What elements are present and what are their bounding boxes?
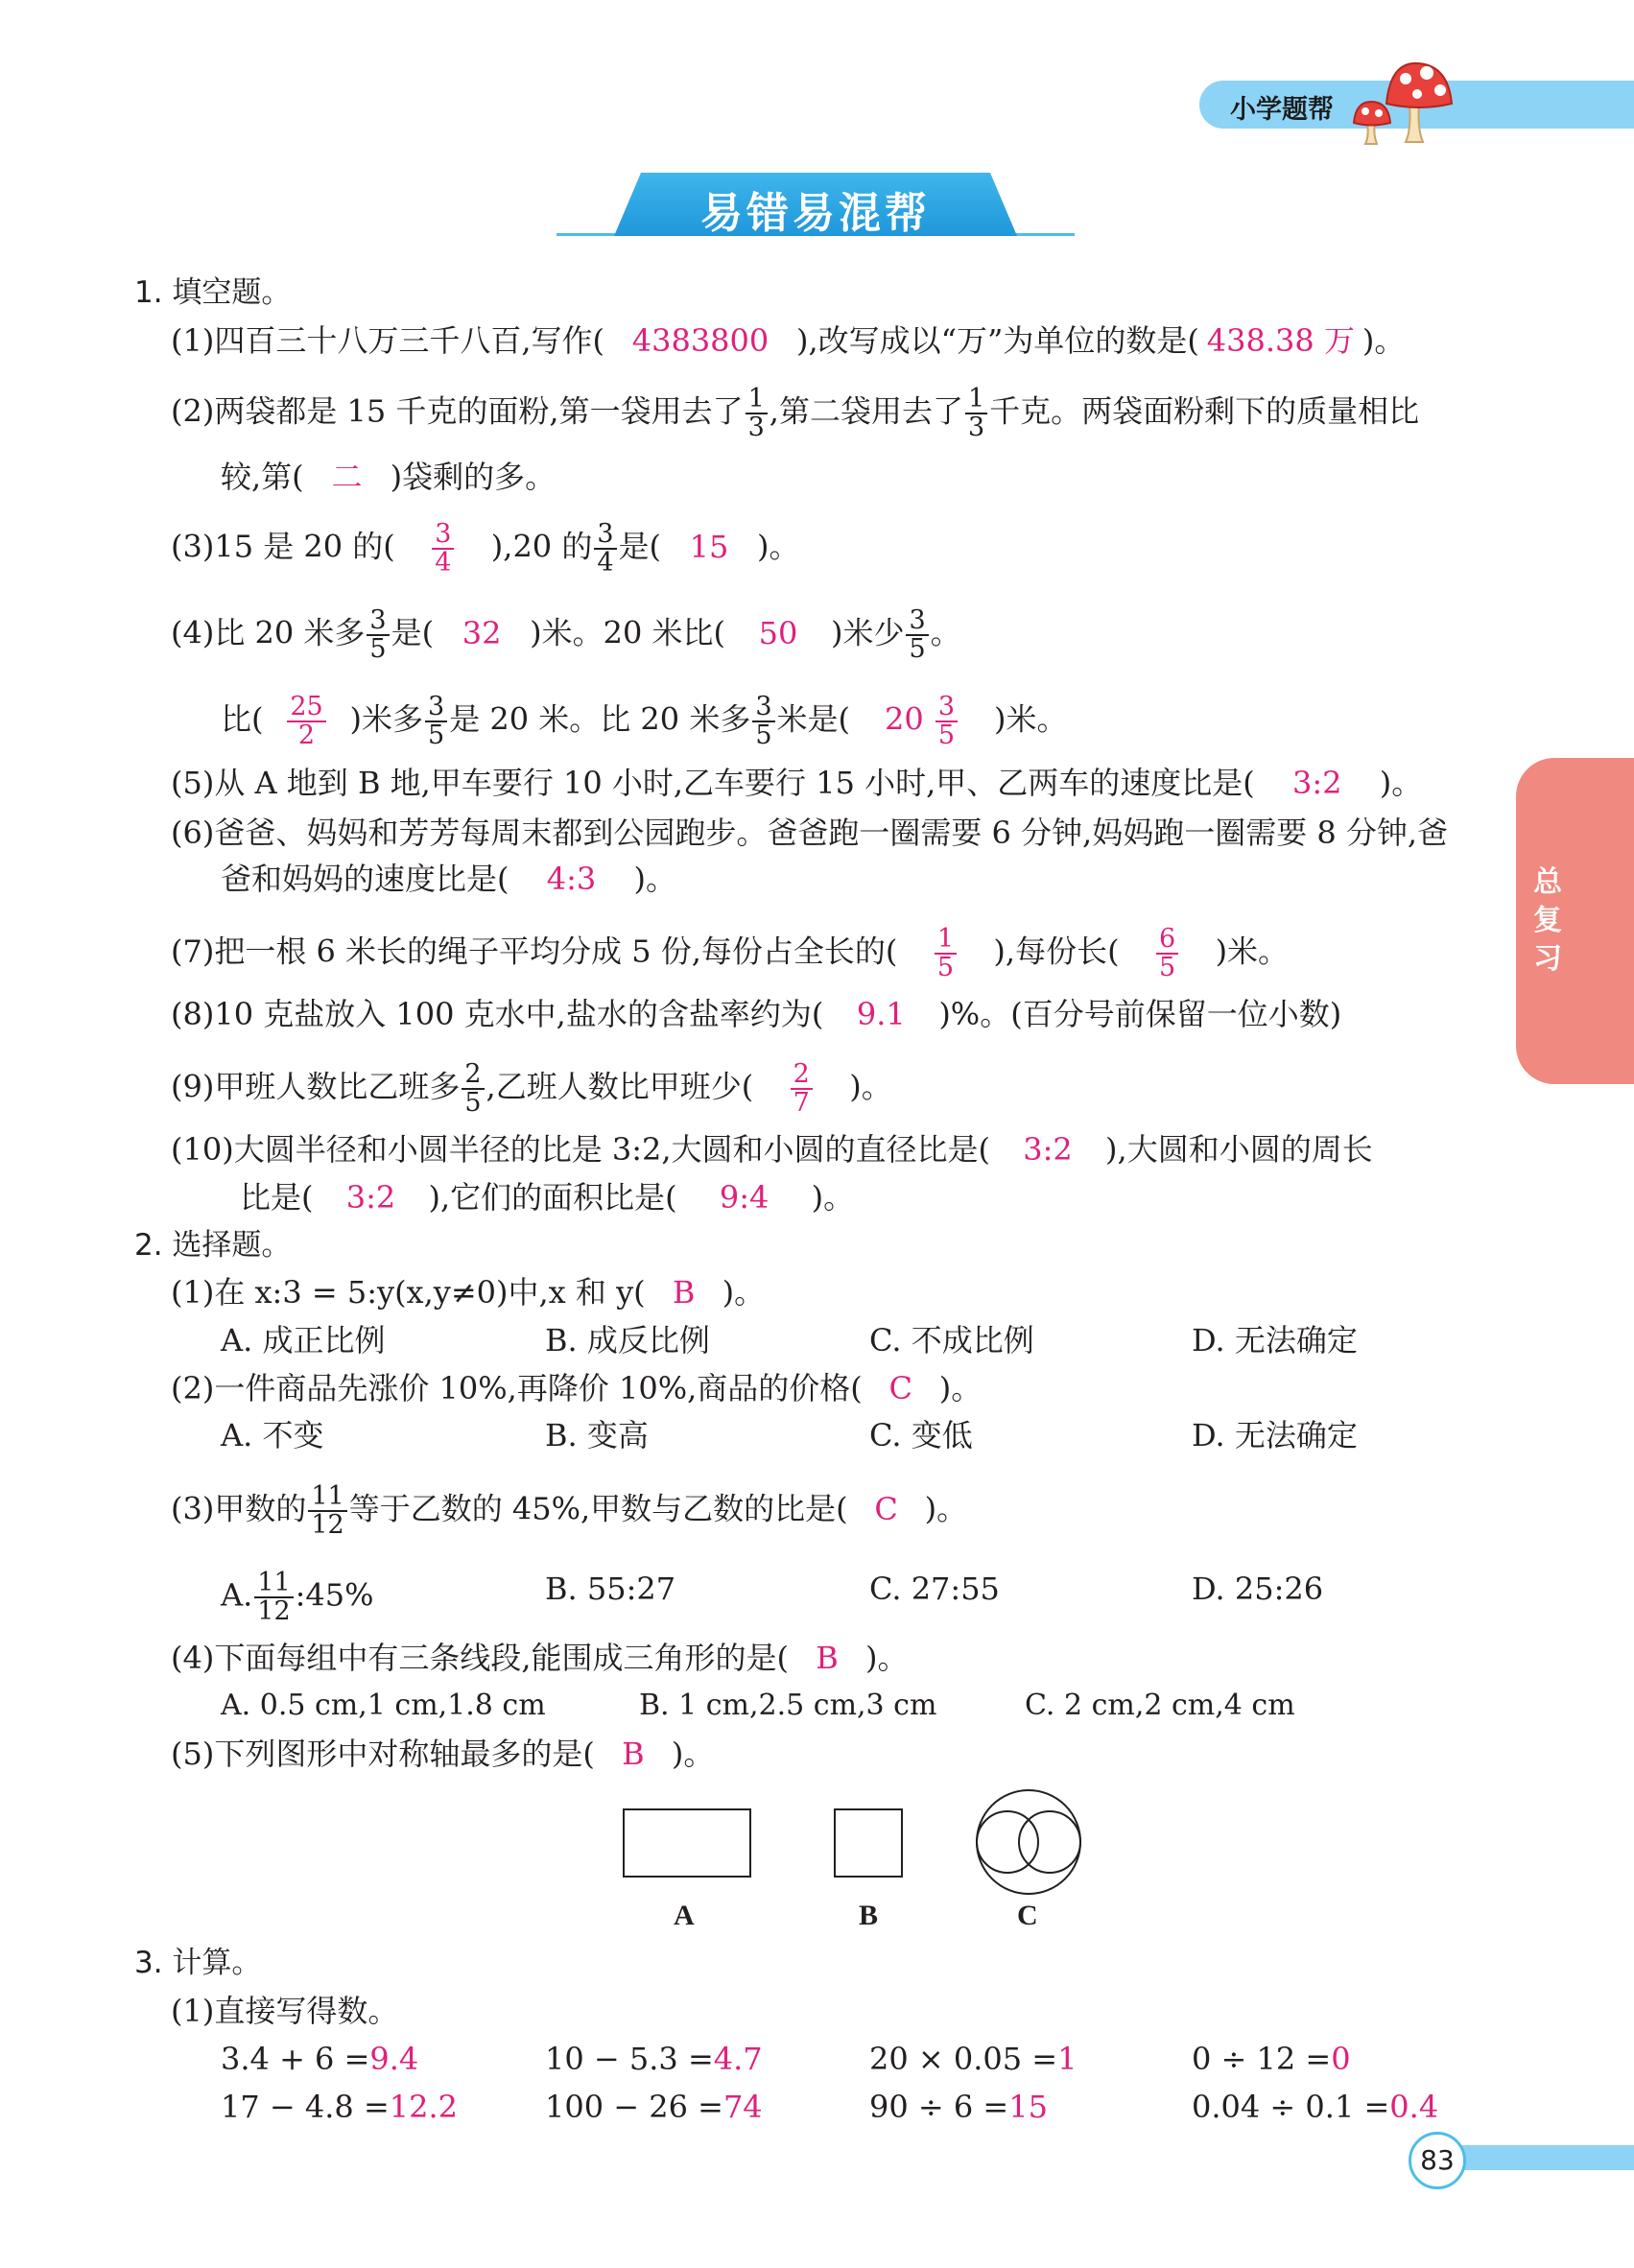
q1-6-cont: 爸和妈妈的速度比是( 4:3 )。 xyxy=(221,861,676,897)
calc-item: 100 − 26 =74 xyxy=(545,2089,763,2125)
figure-label-b: B xyxy=(859,1900,879,1931)
answer: 4383800 xyxy=(631,322,770,359)
side-tab-text: 总 复 习 xyxy=(1533,865,1562,976)
circles-shape xyxy=(977,1790,1080,1894)
answer: 3:2 xyxy=(345,1179,396,1216)
q1-3: (3)15 是 20 的( $\frac{3}{4}$ ),20 的 $\frac{3}{4}$ 是( 15 )。 xyxy=(171,519,800,578)
option-b: B. 1 cm,2.5 cm,3 cm xyxy=(639,1689,937,1722)
option-d: D. 无法确定 xyxy=(1192,1322,1358,1358)
q1-5: (5)从 A 地到 B 地,甲车要行 10 小时,乙车要行 15 小时,甲、乙两车的速度比是( 3:2 )。 xyxy=(171,765,1423,801)
calc-item: 20 × 0.05 =1 xyxy=(869,2041,1077,2077)
q2-2: (2)一件商品先涨价 10%,再降价 10%,商品的价格( C )。 xyxy=(171,1370,983,1406)
page-number: 83 xyxy=(1409,2132,1466,2189)
option-a: A. 不变 xyxy=(221,1417,324,1453)
option-c: C. 27:55 xyxy=(869,1571,1000,1607)
calc-item: 10 − 5.3 =4.7 xyxy=(545,2041,763,2077)
q1-4: (4)比 20 米多 $\frac{3}{5}$ 是( 32 )米。20 米比( 50 )米少 $\frac{3}{5}$ 。 xyxy=(171,605,961,664)
mushroom-icon xyxy=(1348,56,1463,147)
option-c: C. 2 cm,2 cm,4 cm xyxy=(1025,1689,1295,1722)
option-b: B. 成反比例 xyxy=(545,1322,710,1358)
q3-title: 3. 计算。 xyxy=(134,1946,262,1980)
square-shape xyxy=(835,1809,902,1877)
answer: 438.38 万 xyxy=(1206,322,1355,359)
q2-4: (4)下面每组中有三条线段,能围成三角形的是( B )。 xyxy=(171,1640,909,1676)
calc-item: 3.4 + 6 =9.4 xyxy=(221,2041,419,2077)
q1-2: (2)两袋都是 15 千克的面粉,第一袋用去了 $\frac{1}{3}$ ,第二袋用去了 $\frac{1}{3}$ 千克。两袋面粉剩下的质量相比 xyxy=(171,384,1420,442)
q1-7: (7)把一根 6 米长的绳子平均分成 5 份,每份占全长的( $\frac{1}{5}$ ),每份长( $\frac{6}{5}$ )米。 xyxy=(171,924,1290,982)
figure-label-a: A xyxy=(674,1900,695,1931)
calc-item: 90 ÷ 6 =15 xyxy=(869,2089,1048,2125)
answer: B xyxy=(816,1640,839,1676)
q2-5: (5)下列图形中对称轴最多的是( B )。 xyxy=(171,1736,715,1772)
q1-9: (9)甲班人数比乙班多 $\frac{2}{5}$ ,乙班人数比甲班少( $\frac{2}{7}$ )。 xyxy=(171,1059,892,1118)
q2-3: (3)甲数的 $\frac{11}{12}$ 等于乙数的 45%,甲数与乙数的比是( C )。 xyxy=(171,1481,968,1540)
answer: 3:2 xyxy=(1292,765,1342,801)
q1-1: (1)四百三十八万三千八百,写作( 4383800 ),改写成以“万”为单位的数是( 438.38 万 )。 xyxy=(171,322,1406,359)
q1-10-cont: 比是( 3:2 ),它们的面积比是( 9:4 )。 xyxy=(240,1179,855,1216)
option-a: A. 成正比例 xyxy=(221,1322,386,1358)
answer: 9.1 xyxy=(856,996,906,1032)
answer: 3:2 xyxy=(1023,1131,1073,1168)
q3-sub: (1)直接写得数。 xyxy=(171,1993,399,2029)
calc-item: 17 − 4.8 =12.2 xyxy=(221,2089,458,2125)
figure-label-c: C xyxy=(1017,1900,1038,1931)
section-title: 易错易混帮 xyxy=(700,189,931,238)
answer: 二 xyxy=(331,459,363,495)
answer: B xyxy=(672,1274,696,1311)
answer: 9:4 xyxy=(719,1179,770,1216)
q1-8: (8)10 克盐放入 100 克水中,盐水的含盐率约为( 9.1 )%。(百分号前保留一位小数) xyxy=(171,996,1342,1032)
q2-1: (1)在 x:3 = 5:y(x,y≠0)中,x 和 y( B )。 xyxy=(171,1274,766,1311)
q1-2-cont: 较,第( 二 )袋剩的多。 xyxy=(221,459,557,495)
option-b: B. 变高 xyxy=(545,1417,649,1453)
q1-6: (6)爸爸、妈妈和芳芳每周末都到公园跑步。爸爸跑一圈需要 6 分钟,妈妈跑一圈需要 8 分钟,爸 xyxy=(171,815,1449,851)
q1-title: 1. 填空题。 xyxy=(134,275,292,310)
shape-figures xyxy=(614,1784,1094,1900)
answer: B xyxy=(622,1736,645,1772)
calc-item: 0 ÷ 12 =0 xyxy=(1192,2041,1351,2077)
option-d: D. 无法确定 xyxy=(1192,1417,1358,1453)
answer: C xyxy=(874,1490,898,1527)
answer: 4:3 xyxy=(546,861,597,897)
option-b: B. 55:27 xyxy=(545,1571,676,1607)
q1-10: (10)大圆半径和小圆半径的比是 3:2,大圆和小圆的直径比是( 3:2 ),大圆和小圆的周长 xyxy=(171,1131,1373,1168)
option-a: A. 0.5 cm,1 cm,1.8 cm xyxy=(221,1689,546,1722)
answer: 32 xyxy=(462,614,502,651)
answer: 15 xyxy=(689,528,729,565)
calc-item: 0.04 ÷ 0.1 =0.4 xyxy=(1192,2089,1439,2125)
option-c: C. 不成比例 xyxy=(869,1322,1034,1358)
option-d: D. 25:26 xyxy=(1192,1571,1324,1607)
option-a: A. $\frac{11}{12}$ :45% xyxy=(221,1568,374,1626)
answer: 50 xyxy=(758,614,798,651)
q2-title: 2. 选择题。 xyxy=(134,1228,292,1263)
footer-bar xyxy=(1458,2145,1634,2170)
answer: C xyxy=(888,1370,912,1406)
brand-label: 小学题帮 xyxy=(1230,95,1334,125)
option-c: C. 变低 xyxy=(869,1417,973,1453)
rectangle-shape xyxy=(624,1809,750,1877)
q1-4-cont: 比( $\frac{25}{2}$ )米多 $\frac{3}{5}$ 是 20 米。比 20 米多 $\frac{3}{5}$ 米是( 20 $\frac{3}{5}$ )米。 xyxy=(221,692,1068,750)
